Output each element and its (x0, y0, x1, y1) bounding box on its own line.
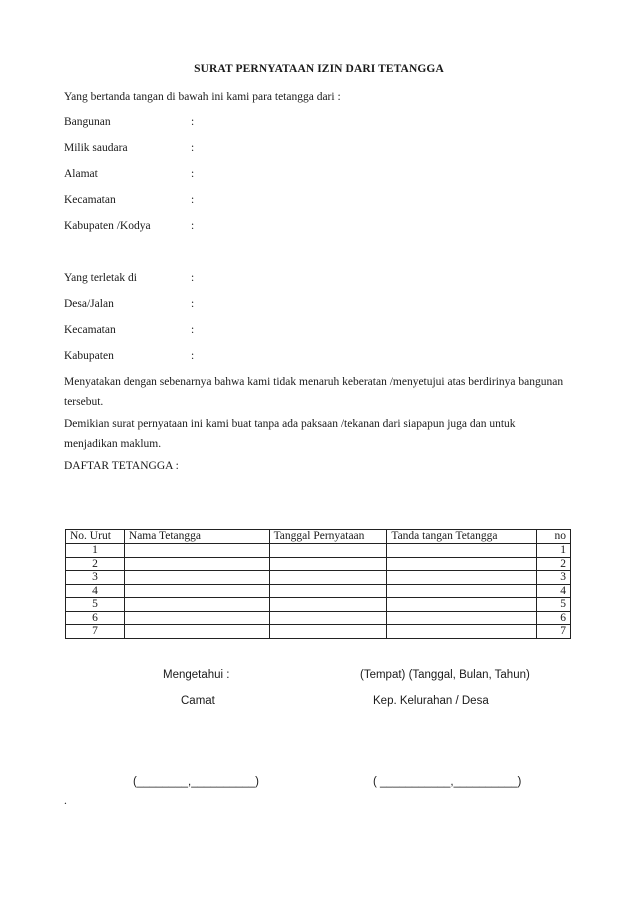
field-colon: : (191, 142, 195, 154)
cell-tanggal (269, 557, 387, 571)
col-header-tanda-tangan: Tanda tangan Tetangga (387, 530, 537, 544)
field-label-kecamatan-2: Kecamatan (64, 324, 116, 336)
field-label-kabupaten: Kabupaten (64, 350, 114, 362)
cell-no-urut: 5 (66, 598, 125, 612)
cell-tanda-tangan (387, 598, 537, 612)
col-header-nama: Nama Tetangga (124, 530, 269, 544)
col-header-no-urut: No. Urut (66, 530, 125, 544)
cell-tanggal (269, 584, 387, 598)
cell-nama (124, 625, 269, 639)
field-label-kabupaten-kodya: Kabupaten /Kodya (64, 220, 151, 232)
list-heading: DAFTAR TETANGGA : (64, 460, 179, 472)
cell-no-urut: 1 (66, 544, 125, 558)
cell-no: 5 (537, 598, 571, 612)
signature-right-line: ( ___________,__________) (373, 776, 522, 788)
field-colon: : (191, 194, 195, 206)
signature-left-heading: Mengetahui : (163, 669, 230, 681)
col-header-no: no (537, 530, 571, 544)
closing-paragraph: Demikian surat pernyataan ini kami buat tanpa ada paksaan /tekanan dari siapapun juga dan untuk menjadikan maklum. (64, 418, 516, 450)
neighbors-table (65, 529, 571, 639)
signature-left-line: (________,__________) (133, 776, 259, 788)
table-row (66, 625, 571, 639)
cell-nama (124, 557, 269, 571)
table-header-row (66, 530, 571, 544)
field-colon: : (191, 350, 195, 362)
cell-tanda-tangan (387, 557, 537, 571)
cell-tanda-tangan (387, 571, 537, 585)
table-row (66, 598, 571, 612)
cell-nama (124, 611, 269, 625)
field-label-terletak: Yang terletak di (64, 272, 137, 284)
document-title: SURAT PERNYATAAN IZIN DARI TETANGGA (194, 63, 444, 75)
cell-no: 7 (537, 625, 571, 639)
footer-dot: . (64, 795, 67, 807)
cell-tanggal (269, 598, 387, 612)
table-row (66, 571, 571, 585)
signature-left-role: Camat (181, 695, 215, 707)
field-colon: : (191, 272, 195, 284)
field-colon: : (191, 116, 195, 128)
signature-right-role: Kep. Kelurahan / Desa (373, 695, 489, 707)
cell-nama (124, 544, 269, 558)
field-label-milik-saudara: Milik saudara (64, 142, 128, 154)
cell-nama (124, 584, 269, 598)
cell-nama (124, 571, 269, 585)
signature-right-heading: (Tempat) (Tanggal, Bulan, Tahun) (360, 669, 530, 681)
field-colon: : (191, 324, 195, 336)
cell-no-urut: 6 (66, 611, 125, 625)
table-row (66, 544, 571, 558)
table-row (66, 557, 571, 571)
field-label-kecamatan: Kecamatan (64, 194, 116, 206)
table-row (66, 611, 571, 625)
field-colon: : (191, 220, 195, 232)
cell-no-urut: 4 (66, 584, 125, 598)
cell-no: 3 (537, 571, 571, 585)
cell-tanda-tangan (387, 584, 537, 598)
field-label-bangunan: Bangunan (64, 116, 111, 128)
cell-no-urut: 7 (66, 625, 125, 639)
cell-tanda-tangan (387, 544, 537, 558)
statement-paragraph: Menyatakan dengan sebenarnya bahwa kami tidak menaruh keberatan /menyetujui atas berdirinya bangunan tersebut. (64, 376, 564, 408)
cell-no-urut: 2 (66, 557, 125, 571)
cell-no: 6 (537, 611, 571, 625)
cell-tanda-tangan (387, 611, 537, 625)
cell-tanggal (269, 611, 387, 625)
field-colon: : (191, 168, 195, 180)
cell-no: 1 (537, 544, 571, 558)
intro-text: Yang bertanda tangan di bawah ini kami para tetangga dari : (64, 91, 341, 103)
table-row (66, 584, 571, 598)
cell-nama (124, 598, 269, 612)
cell-tanda-tangan (387, 625, 537, 639)
cell-no-urut: 3 (66, 571, 125, 585)
field-colon: : (191, 298, 195, 310)
cell-no: 4 (537, 584, 571, 598)
cell-tanggal (269, 625, 387, 639)
col-header-tanggal: Tanggal Pernyataan (269, 530, 387, 544)
field-label-desa-jalan: Desa/Jalan (64, 298, 114, 310)
cell-tanggal (269, 571, 387, 585)
field-label-alamat: Alamat (64, 168, 98, 180)
cell-tanggal (269, 544, 387, 558)
cell-no: 2 (537, 557, 571, 571)
